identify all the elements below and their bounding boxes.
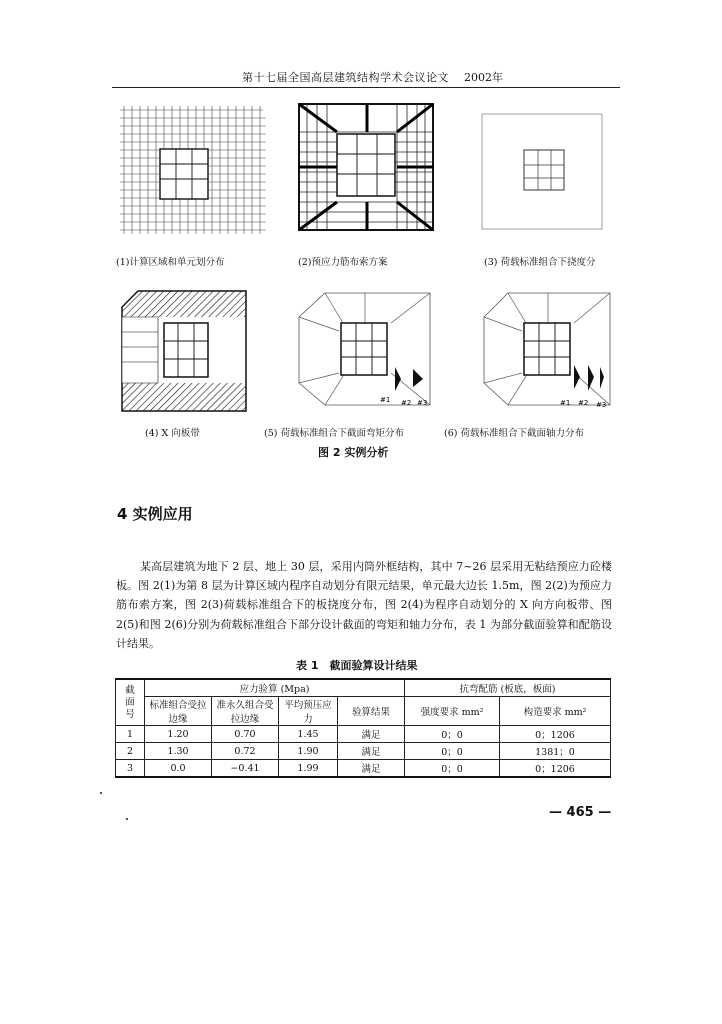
header-char-3: 号 [125, 708, 135, 720]
cell: 0；0 [405, 726, 500, 743]
caption-1: (1)计算区域和单元划分布 [116, 257, 225, 268]
cell: 0；1206 [500, 726, 611, 743]
cell: 0；0 [405, 760, 500, 778]
header-char-1: 截 [125, 684, 135, 696]
header-col-1: 标准组合受拉边缘 [145, 697, 212, 726]
header-char-2: 面 [125, 696, 135, 708]
header-rebar: 抗弯配筋 (板底，板面) [405, 679, 611, 697]
header-year: 2002年 [464, 71, 503, 84]
header-col-5: 强度要求 mm² [405, 697, 500, 726]
caption-2: (2)预应力筋布索方案 [298, 257, 388, 268]
header-section-no [116, 679, 145, 726]
cell: 2 [116, 743, 145, 760]
cell: 0；0 [405, 743, 500, 760]
cell: 满足 [338, 726, 405, 743]
mark-6-1: #1 [560, 399, 571, 407]
cell: 满足 [338, 743, 405, 760]
table-caption: 表 1 截面验算设计结果 [296, 659, 418, 672]
cell: 1.90 [279, 743, 338, 760]
table-row [116, 760, 611, 778]
header-col-3: 平均预压应力 [279, 697, 338, 726]
cell: 1.45 [279, 726, 338, 743]
header-title: 第十七届全国高层建筑结构学术会议论文 [242, 71, 449, 84]
cell: 3 [116, 760, 145, 778]
figure-tendons [297, 102, 437, 234]
cell: 1381；0 [500, 743, 611, 760]
mark-5-2: #2 [401, 399, 412, 407]
cell: −0.41 [212, 760, 279, 778]
mark-5-3: #3 [417, 399, 428, 407]
figure-axial [480, 287, 615, 412]
header-col-4: 验算结果 [338, 697, 405, 726]
figure-mesh [118, 104, 268, 239]
cell: 1.30 [145, 743, 212, 760]
caption-6: (6) 荷载标准组合下截面轴力分布 [444, 428, 584, 439]
results-table [115, 678, 611, 778]
running-header [112, 69, 620, 88]
table-row [116, 743, 611, 760]
cell: 1 [116, 726, 145, 743]
cell: 1.20 [145, 726, 212, 743]
header-stress: 应力验算 (Mpa) [145, 679, 405, 697]
body-paragraph: 某高层建筑为地下 2 层、地上 30 层，采用内筒外框结构，其中 7~26 层采用无粘结预应力砼楼板。图 2(1)为第 8 层为计算区域内程序自动划分有限元结果，单元最大边长 1.5m，图 2(2)为预应力筋布索方案，图 2(3)荷载标准组合下的板挠度分布，图 2(4)为程序自动划分的 X 向方向板带、图 2(5)和图 2(6)分别为荷载标准组合下部分设计截面的弯矩和轴力分布，表 1 为部分截面验算和配筋设计结果。 [116, 560, 612, 650]
table-row [116, 726, 611, 743]
figure-title: 图 2 实例分析 [318, 446, 389, 459]
figure-deflection [478, 110, 608, 235]
section-heading: 4 实例应用 [117, 505, 193, 523]
header-col-2: 准永久组合受拉边缘 [212, 697, 279, 726]
mark-6-2: #2 [578, 399, 589, 407]
mark-6-3: #3 [596, 401, 607, 409]
cell: 0.70 [212, 726, 279, 743]
header-col-6: 构造要求 mm² [500, 697, 611, 726]
cell: 1.99 [279, 760, 338, 778]
scan-speck [126, 818, 128, 820]
caption-3: (3) 荷载标准组合下挠度分 [484, 257, 596, 268]
cell: 0.0 [145, 760, 212, 778]
scan-speck [100, 792, 102, 794]
cell: 满足 [338, 760, 405, 778]
page-number: — 465 — [549, 805, 612, 820]
figure-x-strips [118, 287, 250, 415]
cell: 0.72 [212, 743, 279, 760]
caption-4: (4) X 向板带 [145, 428, 200, 439]
caption-5: (5) 荷载标准组合下截面弯矩分布 [264, 428, 404, 439]
cell: 0；1206 [500, 760, 611, 778]
figure-moment [295, 287, 435, 412]
mark-5-1: #1 [380, 396, 391, 404]
